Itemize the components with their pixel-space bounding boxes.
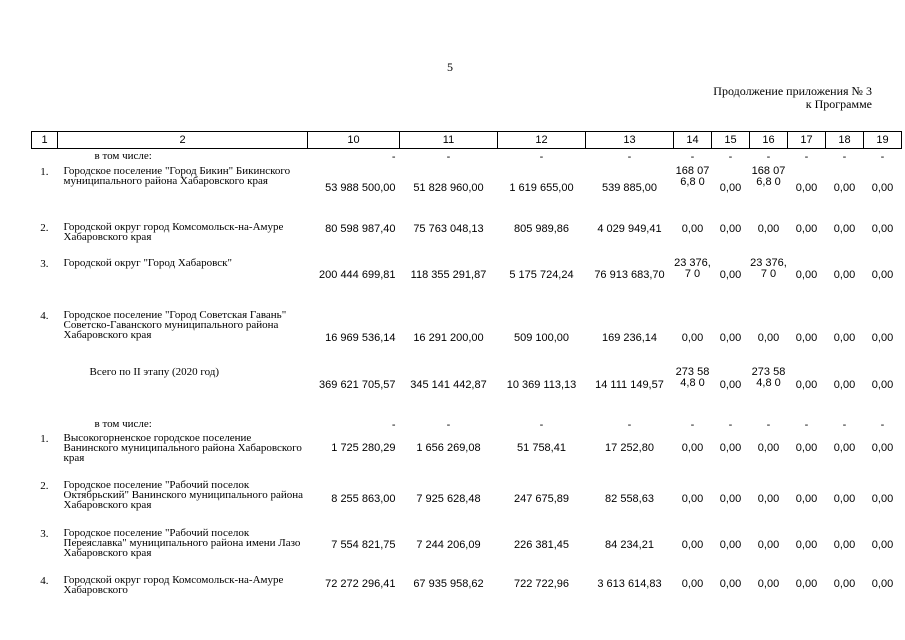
table-row [32, 431, 902, 478]
value-cell [750, 164, 788, 220]
value-cell [750, 149, 788, 164]
value-cell [674, 256, 712, 308]
value-text: 1 725 280,29 [331, 441, 396, 454]
value-text: 0,00 [795, 181, 818, 194]
value-cell [864, 365, 902, 417]
value-cell [308, 417, 400, 431]
value-cell [750, 220, 788, 256]
value-text: - [880, 418, 885, 431]
municipality-name: Высокогорненское городское поселение Ванинского муниципального района Хабаровского края [63, 431, 302, 464]
table-row [32, 526, 902, 573]
value-cell [498, 478, 586, 526]
value-cell [864, 164, 902, 220]
value-text: 247 675,89 [513, 492, 570, 505]
value-text: 0,00 [871, 378, 894, 391]
value-text: - [880, 151, 885, 163]
value-cell [674, 431, 712, 478]
header-cell: 10 [308, 132, 400, 149]
value-text: 168 076,8 0 [751, 164, 786, 188]
value-text: 10 369 113,13 [506, 378, 577, 391]
value-text: 805 989,86 [513, 222, 570, 235]
value-text: 0,00 [871, 577, 894, 590]
value-cell [712, 431, 750, 478]
value-text: 23 376,7 0 [750, 256, 787, 280]
value-text: 0,00 [833, 538, 856, 551]
value-text: - [766, 151, 771, 163]
value-cell [498, 417, 586, 431]
value-cell [674, 149, 712, 164]
value-cell [400, 164, 498, 220]
header-cell: 16 [750, 132, 788, 149]
value-text: 0,00 [757, 577, 780, 590]
value-cell [308, 431, 400, 478]
value-cell [400, 308, 498, 365]
value-text: 0,00 [871, 222, 894, 235]
value-text: 17 252,80 [605, 441, 654, 454]
header-cell: 1 [32, 132, 58, 149]
value-cell [750, 365, 788, 417]
value-text: 0,00 [681, 222, 704, 235]
value-cell [308, 220, 400, 256]
value-text: 369 621 705,57 [319, 378, 396, 391]
value-cell [788, 365, 826, 417]
row-number: 3. [40, 527, 49, 540]
value-cell [400, 431, 498, 478]
header-cell: 12 [498, 132, 586, 149]
value-text: 0,00 [833, 268, 856, 281]
value-text: 0,00 [833, 378, 856, 391]
value-cell [750, 526, 788, 573]
value-text: 51 828 960,00 [413, 181, 484, 194]
municipality-name: Городской округ "Город Хабаровск" [63, 256, 233, 269]
table-row [32, 164, 902, 220]
value-text: 168 076,8 0 [675, 164, 710, 188]
value-text: - [690, 151, 695, 163]
value-cell [308, 526, 400, 573]
value-cell [400, 526, 498, 573]
value-text: 0,00 [795, 222, 818, 235]
value-cell [750, 417, 788, 431]
value-cell [826, 478, 864, 526]
value-text: 1 656 269,08 [416, 441, 481, 454]
value-text: 0,00 [871, 181, 894, 194]
value-text: 0,00 [795, 378, 818, 391]
value-text: 75 763 048,13 [413, 222, 484, 235]
row-number: 3. [40, 257, 49, 270]
value-cell [498, 149, 586, 164]
value-cell [498, 308, 586, 365]
municipality-name: Городской округ город Комсомольск-на-Амуре Хабаровского [63, 573, 284, 596]
value-cell [750, 573, 788, 600]
value-text: 7 244 206,09 [416, 538, 481, 551]
header-cell: 13 [586, 132, 674, 149]
value-text: 169 236,14 [601, 331, 658, 344]
value-cell [750, 478, 788, 526]
value-cell [586, 308, 674, 365]
value-text: 0,00 [833, 222, 856, 235]
value-text: - [539, 151, 544, 163]
value-cell [864, 573, 902, 600]
value-cell [586, 365, 674, 417]
value-cell [788, 256, 826, 308]
table-row [32, 149, 902, 164]
value-text: 509 100,00 [513, 331, 570, 344]
value-text: 273 584,8 0 [675, 365, 710, 389]
value-text: - [804, 151, 809, 163]
value-cell [712, 526, 750, 573]
value-cell [826, 573, 864, 600]
value-text: 82 558,63 [605, 492, 654, 505]
municipality-name: Городское поселение "Рабочий поселок Октябрьский" Ванинского муниципального района Хабаровского края [63, 478, 304, 511]
value-text: 16 291 200,00 [413, 331, 484, 344]
value-cell [308, 149, 400, 164]
row-number [32, 417, 58, 431]
value-cell [826, 164, 864, 220]
value-text: 72 272 296,41 [325, 577, 396, 590]
row-number: 2. [40, 479, 49, 492]
value-text: - [539, 418, 544, 431]
value-text: 0,00 [681, 538, 704, 551]
value-text: 0,00 [719, 538, 742, 551]
value-cell [586, 431, 674, 478]
value-cell [586, 149, 674, 164]
value-cell [400, 149, 498, 164]
value-cell [308, 365, 400, 417]
value-cell [674, 478, 712, 526]
value-text: 4 029 949,41 [597, 222, 662, 235]
value-text: 0,00 [795, 577, 818, 590]
value-cell [864, 308, 902, 365]
value-text: 0,00 [719, 577, 742, 590]
table-row [32, 365, 902, 417]
value-cell [498, 526, 586, 573]
value-cell [864, 417, 902, 431]
header-cell: 15 [712, 132, 750, 149]
value-cell [750, 308, 788, 365]
row-number [32, 149, 58, 164]
value-cell [712, 308, 750, 365]
value-text: 0,00 [871, 492, 894, 505]
appendix-line-2: к Программе [805, 97, 872, 111]
value-cell [750, 431, 788, 478]
value-cell [674, 164, 712, 220]
value-text: - [728, 418, 733, 431]
table-row [32, 478, 902, 526]
value-cell [712, 365, 750, 417]
value-text: 5 175 724,24 [509, 268, 574, 281]
value-cell [586, 573, 674, 600]
row-number: 1. [40, 432, 49, 445]
appendix-line-1: Продолжение приложения № 3 [713, 84, 872, 98]
value-text: 0,00 [795, 492, 818, 505]
value-text: - [391, 151, 396, 163]
value-text: 67 935 958,62 [413, 577, 484, 590]
value-cell [712, 220, 750, 256]
value-cell [400, 365, 498, 417]
page-number: 5 [447, 60, 453, 74]
value-text: 23 376,7 0 [674, 256, 711, 280]
value-text: 1 619 655,00 [509, 181, 574, 194]
value-text: 16 969 536,14 [325, 331, 396, 344]
value-text: - [446, 418, 451, 431]
value-cell [712, 164, 750, 220]
value-text: - [728, 151, 733, 163]
value-text: - [804, 418, 809, 431]
value-text: 0,00 [719, 441, 742, 454]
value-text: 539 885,00 [601, 181, 658, 194]
value-cell [864, 526, 902, 573]
value-cell [864, 478, 902, 526]
municipality-name: Городское поселение "Город Бикин" Бикинского муниципального района Хабаровского края [63, 164, 291, 187]
value-cell [498, 573, 586, 600]
value-text: 0,00 [833, 492, 856, 505]
value-cell [498, 256, 586, 308]
value-cell [400, 417, 498, 431]
value-cell [586, 220, 674, 256]
value-text: - [446, 151, 451, 163]
value-text: 226 381,45 [513, 538, 570, 551]
value-text: 118 355 291,87 [410, 268, 487, 281]
value-cell [826, 308, 864, 365]
table-row [32, 417, 902, 431]
value-text: 0,00 [719, 492, 742, 505]
value-text: 0,00 [681, 577, 704, 590]
value-text: - [842, 151, 847, 163]
value-text: 0,00 [757, 492, 780, 505]
row-number: 4. [40, 309, 49, 322]
value-cell [674, 308, 712, 365]
value-cell [712, 149, 750, 164]
header-cell: 2 [58, 132, 308, 149]
value-cell [864, 149, 902, 164]
value-text: 0,00 [795, 268, 818, 281]
value-text: 0,00 [757, 538, 780, 551]
value-cell [788, 478, 826, 526]
value-text: 0,00 [681, 331, 704, 344]
value-cell [586, 256, 674, 308]
value-cell [826, 365, 864, 417]
value-text: 0,00 [833, 441, 856, 454]
value-cell [400, 256, 498, 308]
value-cell [788, 573, 826, 600]
value-cell [498, 164, 586, 220]
value-text: 0,00 [833, 181, 856, 194]
value-text: 0,00 [757, 331, 780, 344]
value-cell [788, 417, 826, 431]
value-text: 3 613 614,83 [597, 577, 662, 590]
value-cell [826, 220, 864, 256]
value-cell [498, 220, 586, 256]
value-cell [586, 164, 674, 220]
value-cell [712, 417, 750, 431]
table-row [32, 308, 902, 365]
value-cell [400, 573, 498, 600]
table-row [32, 220, 902, 256]
value-text: 7 925 628,48 [416, 492, 481, 505]
value-text: 0,00 [871, 268, 894, 281]
value-text: 0,00 [719, 222, 742, 235]
table-header-row [32, 132, 902, 149]
value-cell [864, 220, 902, 256]
value-cell [826, 149, 864, 164]
row-number: 2. [40, 221, 49, 234]
value-cell [308, 256, 400, 308]
value-cell [586, 526, 674, 573]
municipality-name: Городское поселение "Рабочий поселок Переяславка" муниципального района имени Лазо Хабаровского края [63, 526, 301, 559]
value-cell [788, 164, 826, 220]
value-cell [498, 431, 586, 478]
municipality-name: Городской округ город Комсомольск-на-Амуре Хабаровского края [63, 220, 284, 243]
value-cell [826, 526, 864, 573]
value-text: 0,00 [871, 538, 894, 551]
value-text: 0,00 [719, 378, 742, 391]
appendix-note [713, 85, 872, 111]
row-number: 4. [40, 574, 49, 587]
value-text: 0,00 [833, 577, 856, 590]
header-cell: 19 [864, 132, 902, 149]
value-text: 0,00 [795, 441, 818, 454]
subheading-label: в том числе: [94, 417, 152, 430]
value-text: 0,00 [681, 492, 704, 505]
value-text: - [690, 418, 695, 431]
value-text: 14 111 149,57 [595, 378, 664, 391]
subheading-label: в том числе: [94, 150, 152, 162]
value-cell [788, 431, 826, 478]
value-text: - [842, 418, 847, 431]
municipality-name: Городское поселение "Город Советская Гавань" Советско-Гаванского муниципального района Хабаровского края [63, 308, 287, 341]
value-text: 84 234,21 [605, 538, 654, 551]
value-text: 0,00 [871, 331, 894, 344]
value-cell [674, 526, 712, 573]
value-text: 722 722,96 [513, 577, 570, 590]
header-cell: 17 [788, 132, 826, 149]
value-cell [674, 365, 712, 417]
value-cell [788, 308, 826, 365]
value-text: - [627, 151, 632, 163]
value-text: 273 584,8 0 [751, 365, 786, 389]
value-cell [826, 417, 864, 431]
budget-table [31, 131, 902, 600]
table-row [32, 256, 902, 308]
value-text: 0,00 [719, 331, 742, 344]
value-cell [788, 220, 826, 256]
value-text: 8 255 863,00 [331, 492, 396, 505]
value-text: 80 598 987,40 [325, 222, 396, 235]
value-cell [308, 308, 400, 365]
value-cell [308, 478, 400, 526]
value-text: - [391, 418, 396, 431]
value-text: 51 758,41 [517, 441, 566, 454]
value-cell [498, 365, 586, 417]
value-cell [308, 164, 400, 220]
value-text: 76 913 683,70 [594, 268, 665, 281]
value-cell [864, 256, 902, 308]
value-text: 345 141 442,87 [410, 378, 487, 391]
value-text: 0,00 [871, 441, 894, 454]
value-cell [400, 220, 498, 256]
row-number [32, 365, 58, 417]
value-text: - [766, 418, 771, 431]
value-text: 7 554 821,75 [331, 538, 396, 551]
value-cell [674, 417, 712, 431]
table-row [32, 573, 902, 600]
value-cell [400, 478, 498, 526]
value-cell [586, 417, 674, 431]
value-text: 53 988 500,00 [325, 181, 396, 194]
value-cell [788, 149, 826, 164]
row-number: 1. [40, 165, 49, 178]
value-cell [788, 526, 826, 573]
value-cell [712, 573, 750, 600]
value-text: 0,00 [681, 441, 704, 454]
value-cell [308, 573, 400, 600]
header-cell: 18 [826, 132, 864, 149]
value-cell [826, 256, 864, 308]
value-cell [750, 256, 788, 308]
value-text: 0,00 [795, 331, 818, 344]
value-text: 0,00 [833, 331, 856, 344]
value-cell [674, 220, 712, 256]
value-text: - [627, 418, 632, 431]
stage-total-label: Всего по II этапу (2020 год) [89, 365, 220, 378]
value-text: 200 444 699,81 [319, 268, 396, 281]
value-text: 0,00 [719, 181, 742, 194]
value-cell [826, 431, 864, 478]
value-cell [864, 431, 902, 478]
header-cell: 14 [674, 132, 712, 149]
value-cell [712, 256, 750, 308]
header-cell: 11 [400, 132, 498, 149]
value-cell [674, 573, 712, 600]
value-text: 0,00 [757, 222, 780, 235]
value-text: 0,00 [719, 268, 742, 281]
value-text: 0,00 [795, 538, 818, 551]
value-cell [586, 478, 674, 526]
value-text: 0,00 [757, 441, 780, 454]
value-cell [712, 478, 750, 526]
